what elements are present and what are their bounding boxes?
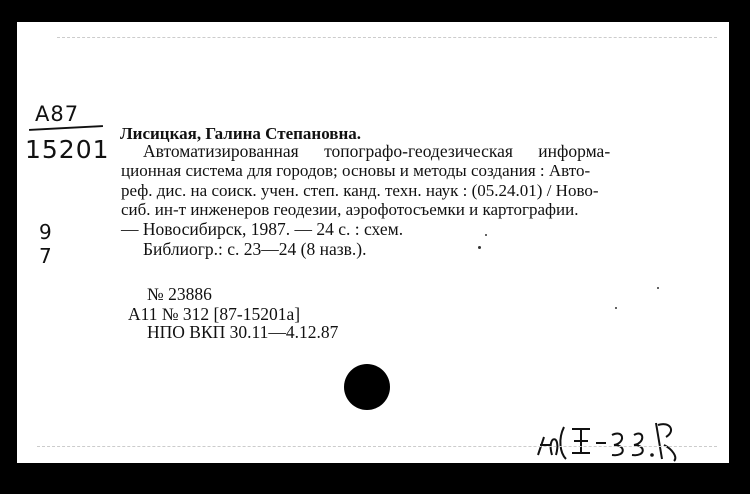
title-line: Автоматизированная топографо-геодезическая информа- bbox=[143, 141, 611, 161]
registry-number: № 23886 bbox=[147, 284, 212, 304]
handwritten-signature bbox=[534, 415, 684, 463]
bibliography-line: Библиогр.: с. 23—24 (8 назв.). bbox=[143, 239, 367, 259]
shelf-mark-top: А87 bbox=[35, 102, 80, 126]
scan-artifact-line bbox=[37, 446, 717, 447]
scan-artifact-line bbox=[57, 37, 717, 38]
scan-speck bbox=[485, 234, 487, 236]
scan-speck bbox=[615, 307, 617, 309]
catalog-card bbox=[17, 22, 729, 463]
handwritten-mark: 7 bbox=[39, 244, 52, 268]
title-line: реф. дис. на соиск. учен. степ. канд. техн. наук : (05.24.01) / Ново- bbox=[121, 181, 599, 200]
imprint-line: — Новосибирск, 1987. — 24 с. : схем. bbox=[121, 219, 404, 239]
shelf-mark-bottom: 15201 bbox=[25, 135, 110, 164]
registry-code: А11 № 312 [87-15201а] bbox=[128, 304, 301, 324]
npo-stamp-line: НПО ВКП 30.11—4.12.87 bbox=[147, 322, 339, 342]
scan-speck bbox=[657, 287, 659, 289]
title-line: сиб. ин-т инженеров геодезии, аэрофотосъемки и картографии. bbox=[121, 200, 579, 219]
scan-speck bbox=[478, 246, 481, 249]
author-name: Лисицкая, Галина Степановна. bbox=[120, 124, 362, 143]
title-line: ционная система для городов; основы и методы создания : Авто- bbox=[121, 161, 591, 180]
punch-hole bbox=[344, 364, 390, 410]
handwritten-mark: 9 bbox=[39, 220, 52, 244]
